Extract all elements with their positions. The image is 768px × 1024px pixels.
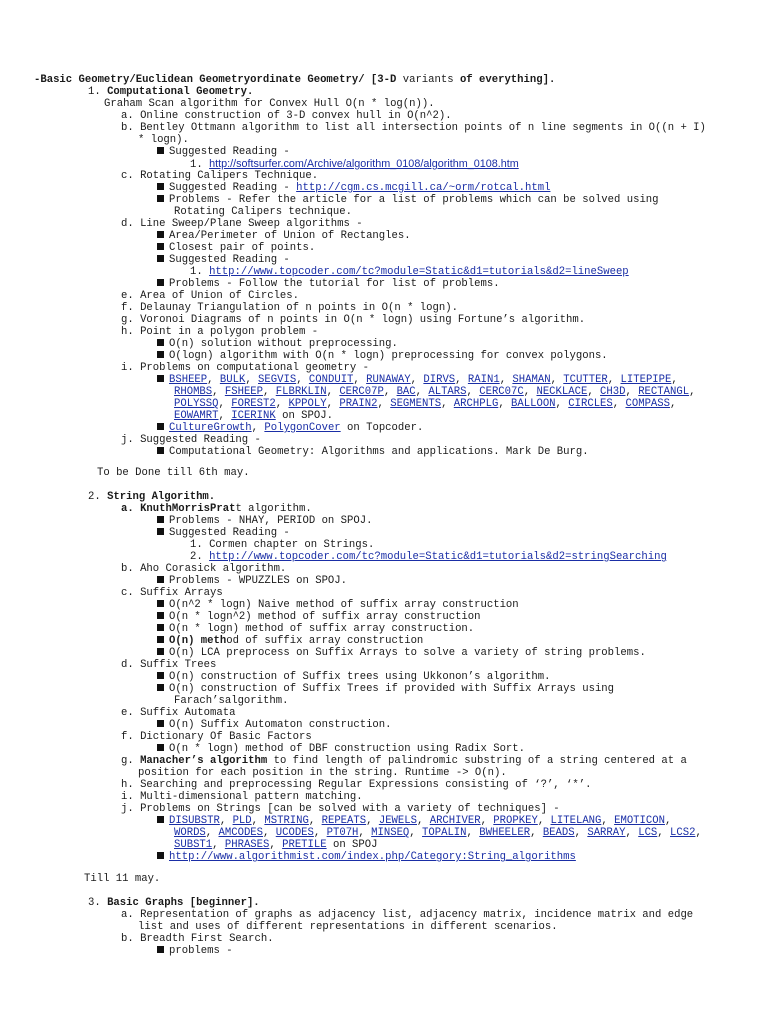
item-1j: j. Suggested Reading - [121, 434, 261, 446]
bullet-square-icon [157, 375, 164, 382]
problem-link[interactable]: BALLOON [511, 398, 556, 410]
problem-link[interactable]: LITELANG [550, 815, 602, 827]
bullet-1c-problems-cont: Rotating Calipers technique. [174, 206, 353, 218]
problem-link[interactable]: PROPKEY [493, 815, 538, 827]
link-stringsearching[interactable]: 2. http://www.topcoder.com/tc?module=Static&d1=tutorials&d2=stringSearching [190, 551, 667, 563]
problem-link[interactable]: SUBST1 [174, 839, 213, 851]
bullet-3b-problems: problems - [157, 945, 233, 957]
problem-link[interactable]: CH3D [600, 386, 626, 398]
problem-link[interactable]: SARRAY [587, 827, 626, 839]
bullet-square-icon [157, 946, 164, 953]
bullet-square-icon [157, 255, 164, 262]
bullet-1c-suggested: Suggested Reading - http://cgm.cs.mcgill.ca/~orm/rotcal.html [157, 182, 550, 194]
bullet-1d-area: Area/Perimeter of Union of Rectangles. [157, 230, 411, 242]
bullet-square-icon [157, 516, 164, 523]
bullet-1b-suggested: Suggested Reading - [157, 146, 290, 158]
item-3a-cont: list and uses of different representations in different scenarios. [138, 921, 558, 933]
bullet-1c-problems: Problems - Refer the article for a list of problems which can be solved using [157, 194, 659, 206]
problem-link[interactable]: RHOMBS [174, 386, 213, 398]
problem-link[interactable]: TCUTTER [563, 374, 608, 386]
problem-link[interactable]: LCS [638, 827, 658, 839]
item-2e: e. Suffix Automata [121, 707, 236, 719]
problem-link[interactable]: LCS2 [670, 827, 696, 839]
problem-link[interactable]: RUNAWAY [366, 374, 411, 386]
bullet-2c-3: O(n * logn) method of suffix array construction. [157, 623, 474, 635]
section-3-heading: 3. Basic Graphs [beginner]. [88, 897, 260, 909]
problem-link[interactable]: FOREST2 [231, 398, 276, 410]
item-1b: b. Bentley Ottmann algorithm to list all intersection points of n line segments in O((n + I) [121, 122, 706, 134]
problem-link[interactable]: KPPOLY [288, 398, 327, 410]
bullet-1h-on: O(n) solution without preprocessing. [157, 338, 398, 350]
graham-scan-item: Graham Scan algorithm for Convex Hull O(n * log(n)). [104, 98, 435, 110]
problem-link[interactable]: EMOTICON [614, 815, 665, 827]
problem-links-row: RHOMBS, FSHEEP, FLBRKLIN, CERC07P, BAC, ALTARS, CERC07C, NECKLACE, CH3D, RECTANGL, [174, 386, 702, 398]
bullet-2a-suggested: Suggested Reading - [157, 527, 290, 539]
bullet-square-icon [157, 612, 164, 619]
bullet-square-icon [157, 195, 164, 202]
item-2b: b. Aho Corasick algorithm. [121, 563, 287, 575]
problem-link[interactable]: PRETILE [282, 839, 327, 851]
bullet-1d-suggested: Suggested Reading - [157, 254, 290, 266]
bullet-1i-topcoder: CultureGrowth, PolygonCover on Topcoder. [157, 422, 423, 434]
section-2-heading: 2. String Algorithm. [88, 491, 216, 503]
problem-link[interactable]: PLD [232, 815, 252, 827]
item-1g: g. Voronoi Diagrams of n points in O(n * logn) using Fortune’s algorithm. [121, 314, 586, 326]
problem-links-row: BSHEEP, BULK, SEGVIS, CONDUIT, RUNAWAY, DIRVS, RAIN1, SHAMAN, TCUTTER, LITEPIPE, [169, 374, 685, 386]
bullet-square-icon [157, 243, 164, 250]
section-2-note: Till 11 may. [84, 873, 161, 885]
item-1d: d. Line Sweep/Plane Sweep algorithms - [121, 218, 363, 230]
problem-link[interactable]: BAC [396, 386, 416, 398]
problem-link[interactable]: BEADS [542, 827, 575, 839]
bullet-2f-1: O(n * logn) method of DBF construction using Radix Sort. [157, 743, 525, 755]
item-1i: i. Problems on computational geometry - [121, 362, 369, 374]
link-algorithmist[interactable]: http://www.algorithmist.com/index.php/Category:String_algorithms [169, 851, 576, 863]
problem-link[interactable]: NECKLACE [536, 386, 588, 398]
bullet-square-icon [157, 183, 164, 190]
item-2f: f. Dictionary Of Basic Factors [121, 731, 312, 743]
problem-link[interactable]: SHAMAN [512, 374, 551, 386]
bullet-square-icon [157, 672, 164, 679]
item-2a: a. KnuthMorrisPratt algorithm. [121, 503, 312, 515]
problem-link[interactable]: EOWAMRT [174, 410, 219, 422]
bullet-square-icon [157, 636, 164, 643]
bullet-2a-problems: Problems - NHAY, PERIOD on SPOJ. [157, 515, 372, 527]
problem-link[interactable]: ARCHPLG [453, 398, 499, 410]
problem-link[interactable]: UCODES [275, 827, 314, 839]
problem-link[interactable]: POLYSSQ [174, 398, 219, 410]
item-2h: h. Searching and preprocessing Regular Expressions consisting of ‘?’, ‘*’. [121, 779, 592, 791]
bullet-square-icon [157, 624, 164, 631]
bullet-1d-problems: Problems - Follow the tutorial for list of problems. [157, 278, 500, 290]
bullet-1i-problems [157, 374, 684, 386]
bullet-square-icon [157, 684, 164, 691]
problem-link[interactable]: SEGMENTS [390, 398, 442, 410]
bullet-square-icon [157, 279, 164, 286]
problem-links-row: WORDS, AMCODES, UCODES, PT07H, MINSEQ, TOPALIN, BWHEELER, BEADS, SARRAY, LCS, LCS2, [174, 827, 709, 839]
problem-link[interactable]: CERC07C [479, 386, 524, 398]
bullet-1h-logn: O(logn) algorithm with O(n * logn) preprocessing for convex polygons. [157, 350, 608, 362]
problem-link[interactable]: ICERINK [231, 410, 276, 422]
bullet-2d-2: O(n) construction of Suffix Trees if provided with Suffix Arrays using [157, 683, 614, 695]
problem-link[interactable]: FSHEEP [224, 386, 264, 398]
bullet-1j-book: Computational Geometry: Algorithms and applications. Mark De Burg. [157, 446, 589, 458]
problem-link[interactable]: DISUBSTR [169, 815, 220, 827]
bullet-2c-1: O(n^2 * logn) Naive method of suffix array construction [157, 599, 519, 611]
bullet-2c-4: O(n) method of suffix array construction [157, 635, 423, 647]
bullet-square-icon [157, 744, 164, 751]
problem-link[interactable]: SEGVIS [258, 374, 297, 386]
problem-link[interactable]: BSHEEP [169, 374, 208, 386]
problem-link[interactable]: CONDUIT [308, 374, 354, 386]
bullet-square-icon [157, 576, 164, 583]
bullet-2b-problems: Problems - WPUZZLES on SPOJ. [157, 575, 347, 587]
problem-link[interactable]: CIRCLES [568, 398, 613, 410]
problem-link[interactable]: RAIN1 [467, 374, 500, 386]
problem-link[interactable]: ALTARS [428, 386, 467, 398]
item-1e: e. Area of Union of Circles. [121, 290, 300, 302]
bullet-square-icon [157, 816, 164, 823]
problem-link[interactable]: WORDS [174, 827, 206, 839]
section-1-heading: 1. Computational Geometry. [88, 86, 254, 98]
bullet-square-icon [157, 852, 164, 859]
item-1a: a. Online construction of 3-D convex hull in O(n^2). [121, 110, 452, 122]
problem-link[interactable]: TOPALIN [422, 827, 467, 839]
bullet-square-icon [157, 147, 164, 154]
problem-link[interactable]: CultureGrowth [169, 422, 252, 434]
bullet-2d-1: O(n) construction of Suffix trees using Ukkonon’s algorithm. [157, 671, 550, 683]
bullet-square-icon [157, 720, 164, 727]
problem-link[interactable]: MINSEQ [371, 827, 410, 839]
bullet-square-icon [157, 648, 164, 655]
bullet-2c-2: O(n * logn^2) method of suffix array construction [157, 611, 481, 623]
link-softsurfer[interactable]: 1. http://softsurfer.com/Archive/algorithm_0108/algorithm_0108.htm [190, 158, 519, 171]
reading-cormen: 1. Cormen chapter on Strings. [190, 539, 375, 551]
item-1f: f. Delaunay Triangulation of n points in O(n * logn). [121, 302, 458, 314]
problem-link[interactable]: DIRVS [423, 374, 456, 386]
problem-link[interactable]: PolygonCover [264, 422, 341, 434]
link-linesweep[interactable]: 1. http://www.topcoder.com/tc?module=Static&d1=tutorials&d2=lineSweep [190, 266, 629, 278]
bullet-2j-problems [157, 815, 678, 827]
bullet-2j-algorithmist [157, 851, 576, 863]
bullet-square-icon [157, 447, 164, 454]
problem-links-row: DISUBSTR, PLD, MSTRING, REPEATS, JEWELS, ARCHIVER, PROPKEY, LITELANG, EMOTICON, [169, 815, 678, 827]
item-1b-cont: * logn). [138, 134, 189, 146]
item-2c: c. Suffix Arrays [121, 587, 223, 599]
problem-link[interactable]: LITEPIPE [620, 374, 672, 386]
problem-link[interactable]: JEWELS [378, 815, 417, 827]
problem-link[interactable]: PT07H [326, 827, 359, 839]
problem-link[interactable]: CERC07P [339, 386, 384, 398]
bullet-2d-2-cont: Farach’salgorithm. [174, 695, 289, 707]
problem-link[interactable]: RECTANGL [638, 386, 690, 398]
problem-link[interactable]: AMCODES [218, 827, 264, 839]
problem-link[interactable]: MSTRING [264, 815, 309, 827]
item-3b: b. Breadth First Search. [121, 933, 274, 945]
bullet-2e-1: O(n) Suffix Automaton construction. [157, 719, 392, 731]
item-2d: d. Suffix Trees [121, 659, 217, 671]
document-heading: -Basic Geometry/Euclidean Geometryordinate Geometry/ [3-D variants of everything]. [34, 74, 556, 86]
problem-link[interactable]: FLBRKLIN [275, 386, 327, 398]
bullet-square-icon [157, 339, 164, 346]
bullet-2c-5: O(n) LCA preprocess on Suffix Arrays to solve a variety of string problems. [157, 647, 646, 659]
item-1h: h. Point in a polygon problem - [121, 326, 319, 338]
problem-link[interactable]: BULK [219, 374, 246, 386]
bullet-square-icon [157, 231, 164, 238]
bullet-square-icon [157, 351, 164, 358]
item-2i: i. Multi-dimensional pattern matching. [121, 791, 363, 803]
bullet-square-icon [157, 528, 164, 535]
link-rotcal[interactable]: http://cgm.cs.mcgill.ca/~orm/rotcal.html [296, 182, 551, 194]
item-2g: g. Manacher’s algorithm to find length of palindromic substring of a string centered at a [121, 755, 687, 767]
bullet-1d-closest: Closest pair of points. [157, 242, 315, 254]
problem-link[interactable]: PRAIN2 [339, 398, 378, 410]
bullet-square-icon [157, 600, 164, 607]
bullet-square-icon [157, 423, 164, 430]
problem-link[interactable]: ARCHIVER [429, 815, 481, 827]
item-3a: a. Representation of graphs as adjacency list, adjacency matrix, incidence matrix and edge [121, 909, 694, 921]
problem-link[interactable]: COMPASS [625, 398, 671, 410]
problem-links-row: EOWAMRT, ICERINK on SPOJ. [174, 410, 333, 422]
problem-links-row: POLYSSQ, FOREST2, KPPOLY, PRAIN2, SEGMENTS, ARCHPLG, BALLOON, CIRCLES, COMPASS, [174, 398, 683, 410]
problem-links-row: SUBST1, PHRASES, PRETILE on SPOJ [174, 839, 378, 851]
problem-link[interactable]: BWHEELER [479, 827, 531, 839]
problem-link[interactable]: PHRASES [224, 839, 270, 851]
item-1c: c. Rotating Calipers Technique. [121, 170, 319, 182]
section-1-note: To be Done till 6th may. [97, 467, 250, 479]
item-2j: j. Problems on Strings [can be solved with a variety of techniques] - [121, 803, 560, 815]
problem-link[interactable]: REPEATS [321, 815, 367, 827]
item-2g-cont: position for each position in the string. Runtime -> O(n). [138, 767, 507, 779]
